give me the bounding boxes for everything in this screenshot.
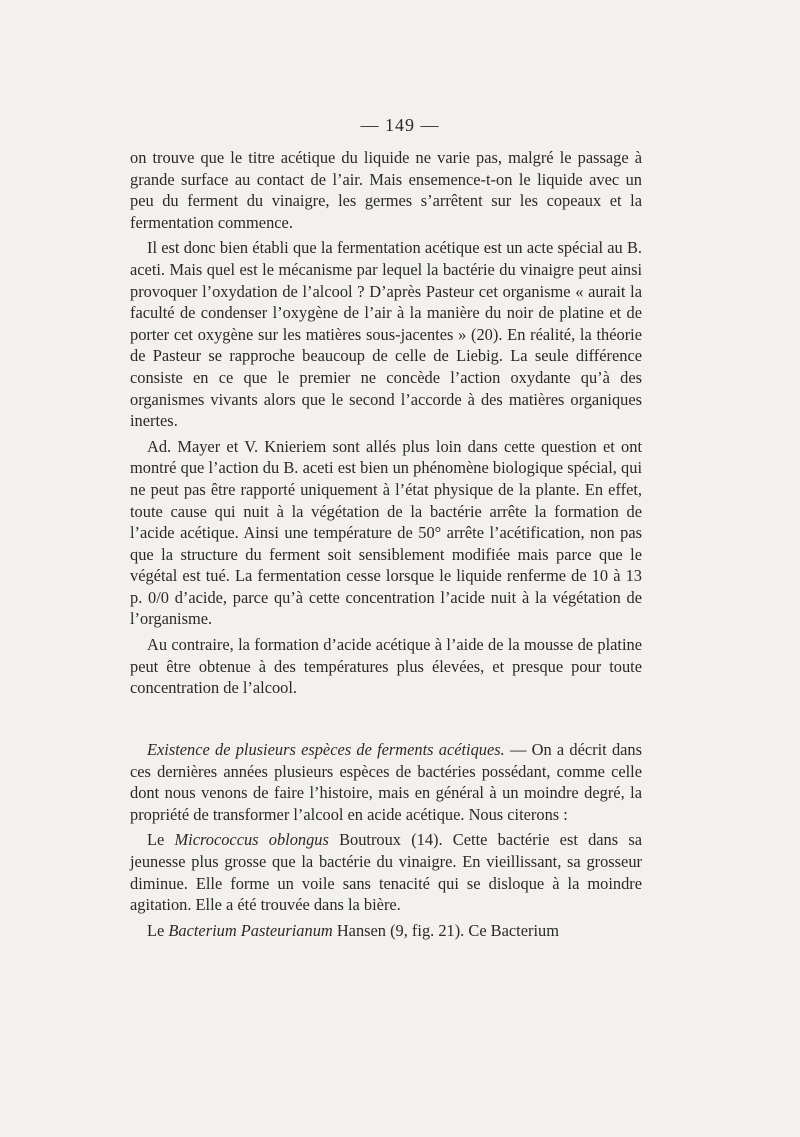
body-text-lower <box>130 739 642 945</box>
species-description: Hansen (9, fig. 21). Ce Bacterium <box>332 920 559 940</box>
species-prefix: Le <box>147 830 175 850</box>
species-prefix: Le <box>147 920 169 940</box>
paragraph: Au contraire, la formation d’acide acétique à l’aide de la mousse de platine peut être obtenue à des températures plus élevées, et presque pour toute concentration de l’alcool. <box>130 635 642 698</box>
species-description: Boutroux (14). Cette bactérie est dans sa jeunesse plus grosse que la bactérie du vinaigre. En vieillissant, sa grosseur diminue. Elle forme un voile sans tenacité qui se disloque à la moindre agitation. Elle a été trouvée dans la bière. <box>130 830 642 915</box>
paragraph: Ad. Mayer et V. Knieriem sont allés plus loin dans cette question et ont montré que l’action du B. aceti est bien un phénomène biologique spécial, qui ne peut pas être rapporté uniquement à l’état physique de la plante. En effet, toute cause qui nuit à la végétation de la bactérie arrête la formation de l’acide acétique. Ainsi une température de 50° arrête l’acétification, non pas que la structure du ferment soit sensiblement modifiée mais parce que le végétal est tué. La fermentation cesse lorsque le liquide renferme de 10 à 13 p. 0/0 d’acide, parce qu’à cette concentration l’acide nuit à la végétation de l’organisme. <box>130 436 642 629</box>
species-name: Micrococcus oblongus <box>174 830 329 850</box>
section-paragraph <box>130 739 642 825</box>
section-heading: Existence de plusieurs espèces de ferments acétiques. <box>147 740 505 759</box>
page-number: — 149 — <box>360 115 440 135</box>
species-paragraph <box>130 829 642 915</box>
body-text-upper <box>130 147 642 703</box>
section-intro: — On a décrit dans ces dernières années plusieurs espèces de bactéries possédant, comme celle dont nous venons de faire l’histoire, mais en général à un moindre degré, la propriété de transformer l’alcool en acide acétique. Nous citerons : <box>130 740 643 824</box>
paragraph: Il est donc bien établi que la fermentation acétique est un acte spécial au B. aceti. Mais quel est le mécanisme par lequel la bactérie du vinaigre peut ainsi provoquer l’oxydation de l’alcool ? D’après Pasteur cet organisme « aurait la faculté de condenser l’oxygène de l’air à la manière du noir de platine et de porter cet oxygène sur les matières sous-jacentes » (20). En réalité, la théorie de Pasteur se rapproche beaucoup de celle de Liebig. La seule différence consiste en ce que le premier ne concède l’action oxydante qu’à des organismes vivants alors que le second l’accorde à des matières organiques inertes. <box>130 238 642 431</box>
species-paragraph <box>130 920 642 942</box>
species-name: Bacterium Pasteurianum <box>168 920 333 940</box>
paragraph: on trouve que le titre acétique du liquide ne varie pas, malgré le passage à grande surface au contact de l’air. Mais ensemence-t-on le liquide avec un peu du ferment du vinaigre, les germes s’arrêtent sur les copeaux et la fermentation commence. <box>130 148 642 232</box>
